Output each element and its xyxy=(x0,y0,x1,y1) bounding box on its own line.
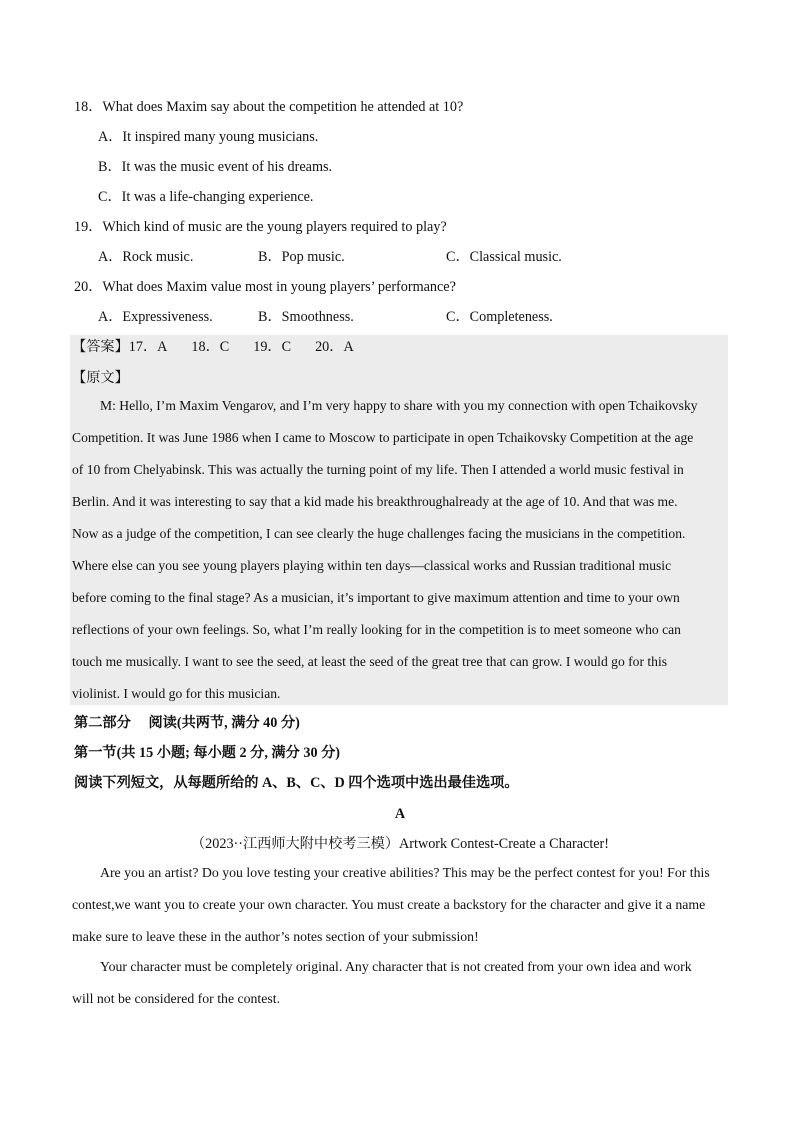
question-19-option-a: A．Rock music. xyxy=(98,249,194,265)
question-20-option-c: C．Completeness. xyxy=(446,309,553,325)
passage-line: make sure to leave these in the author’s notes section of your submission! xyxy=(72,929,479,944)
answer-20: 20．A xyxy=(315,339,354,355)
answer-17: 17．A xyxy=(128,339,168,355)
answer-18: 18．C xyxy=(191,339,230,355)
passage-line: will not be considered for the contest. xyxy=(72,991,281,1006)
question-20-option-b: B．Smoothness. xyxy=(258,309,354,325)
passage-line: Your character must be completely original. Any character that is not created from your own idea and work xyxy=(100,959,692,974)
transcript-line: violinist. I would go for this musician. xyxy=(72,686,281,701)
transcript-line: Berlin. And it was interesting to say that a kid made his breakthroughalready at the age of 10. And that was me. xyxy=(72,494,678,509)
answer-19: 19．C xyxy=(253,339,292,355)
passage-line: contest,we want you to create your own character. You must create a backstory for the character and give it a name xyxy=(72,897,706,912)
answer-label: 【答案】 xyxy=(72,339,129,355)
question-19-option-b: B．Pop music. xyxy=(258,249,345,265)
transcript-label: 【原文】 xyxy=(72,370,129,386)
transcript-text xyxy=(72,390,730,710)
section1-heading: 第一节(共 15 小题; 每小题 2 分, 满分 30 分) xyxy=(74,745,341,761)
transcript-line: Now as a judge of the competition, I can see clearly the huge challenges facing the musicians in the competition. xyxy=(72,526,686,541)
transcript-line: Where else can you see young players playing within ten days—classical works and Russian traditional music xyxy=(72,558,672,573)
transcript-line: reflections of your own feelings. So, what I’m really looking for in the competition is to meet someone who can xyxy=(72,622,681,637)
passage-source-title: （2023··江西师大附中校考三模）Artwork Contest-Create a Character! xyxy=(190,836,610,852)
transcript-line: touch me musically. I want to see the seed, at least the seed of the great tree that can grow. I would go for this xyxy=(72,654,668,669)
transcript-line: M: Hello, I’m Maxim Vengarov, and I’m very happy to share with you my connection with open Tchaikovsky xyxy=(100,398,698,413)
passage-paragraph-1 xyxy=(72,857,730,953)
passage-paragraph-2 xyxy=(72,951,730,1015)
passage-letter: A xyxy=(394,806,406,822)
question-18-stem: 18．What does Maxim say about the competition he attended at 10? xyxy=(74,99,464,115)
question-19-option-c: C．Classical music. xyxy=(446,249,562,265)
question-18-option-a: A．It inspired many young musicians. xyxy=(98,129,319,145)
passage-line: Are you an artist? Do you love testing your creative abilities? This may be the perfect contest for you! For this xyxy=(100,865,710,880)
transcript-line: of 10 from Chelyabinsk. This was actually the turning point of my life. Then I attended a world music festival in xyxy=(72,462,684,477)
question-18-option-c: C．It was a life-changing experience. xyxy=(98,189,314,205)
question-19-stem: 19．Which kind of music are the young players required to play? xyxy=(74,219,447,235)
answer-row xyxy=(72,337,354,357)
part2-heading: 第二部分 阅读(共两节, 满分 40 分) xyxy=(74,715,300,731)
question-18-option-b: B．It was the music event of his dreams. xyxy=(98,159,333,175)
reading-instruction: 阅读下列短文，从每题所给的 A、B、C、D 四个选项中选出最佳选项。 xyxy=(74,775,519,791)
question-20-option-a: A．Expressiveness. xyxy=(98,309,213,325)
transcript-line: Competition. It was June 1986 when I came to Moscow to participate in open Tchaikovsky Competition at the age xyxy=(72,430,694,445)
question-20-stem: 20．What does Maxim value most in young players’ performance? xyxy=(74,279,456,295)
transcript-line: before coming to the final stage? As a musician, it’s important to give maximum attention and time to your own xyxy=(72,590,680,605)
